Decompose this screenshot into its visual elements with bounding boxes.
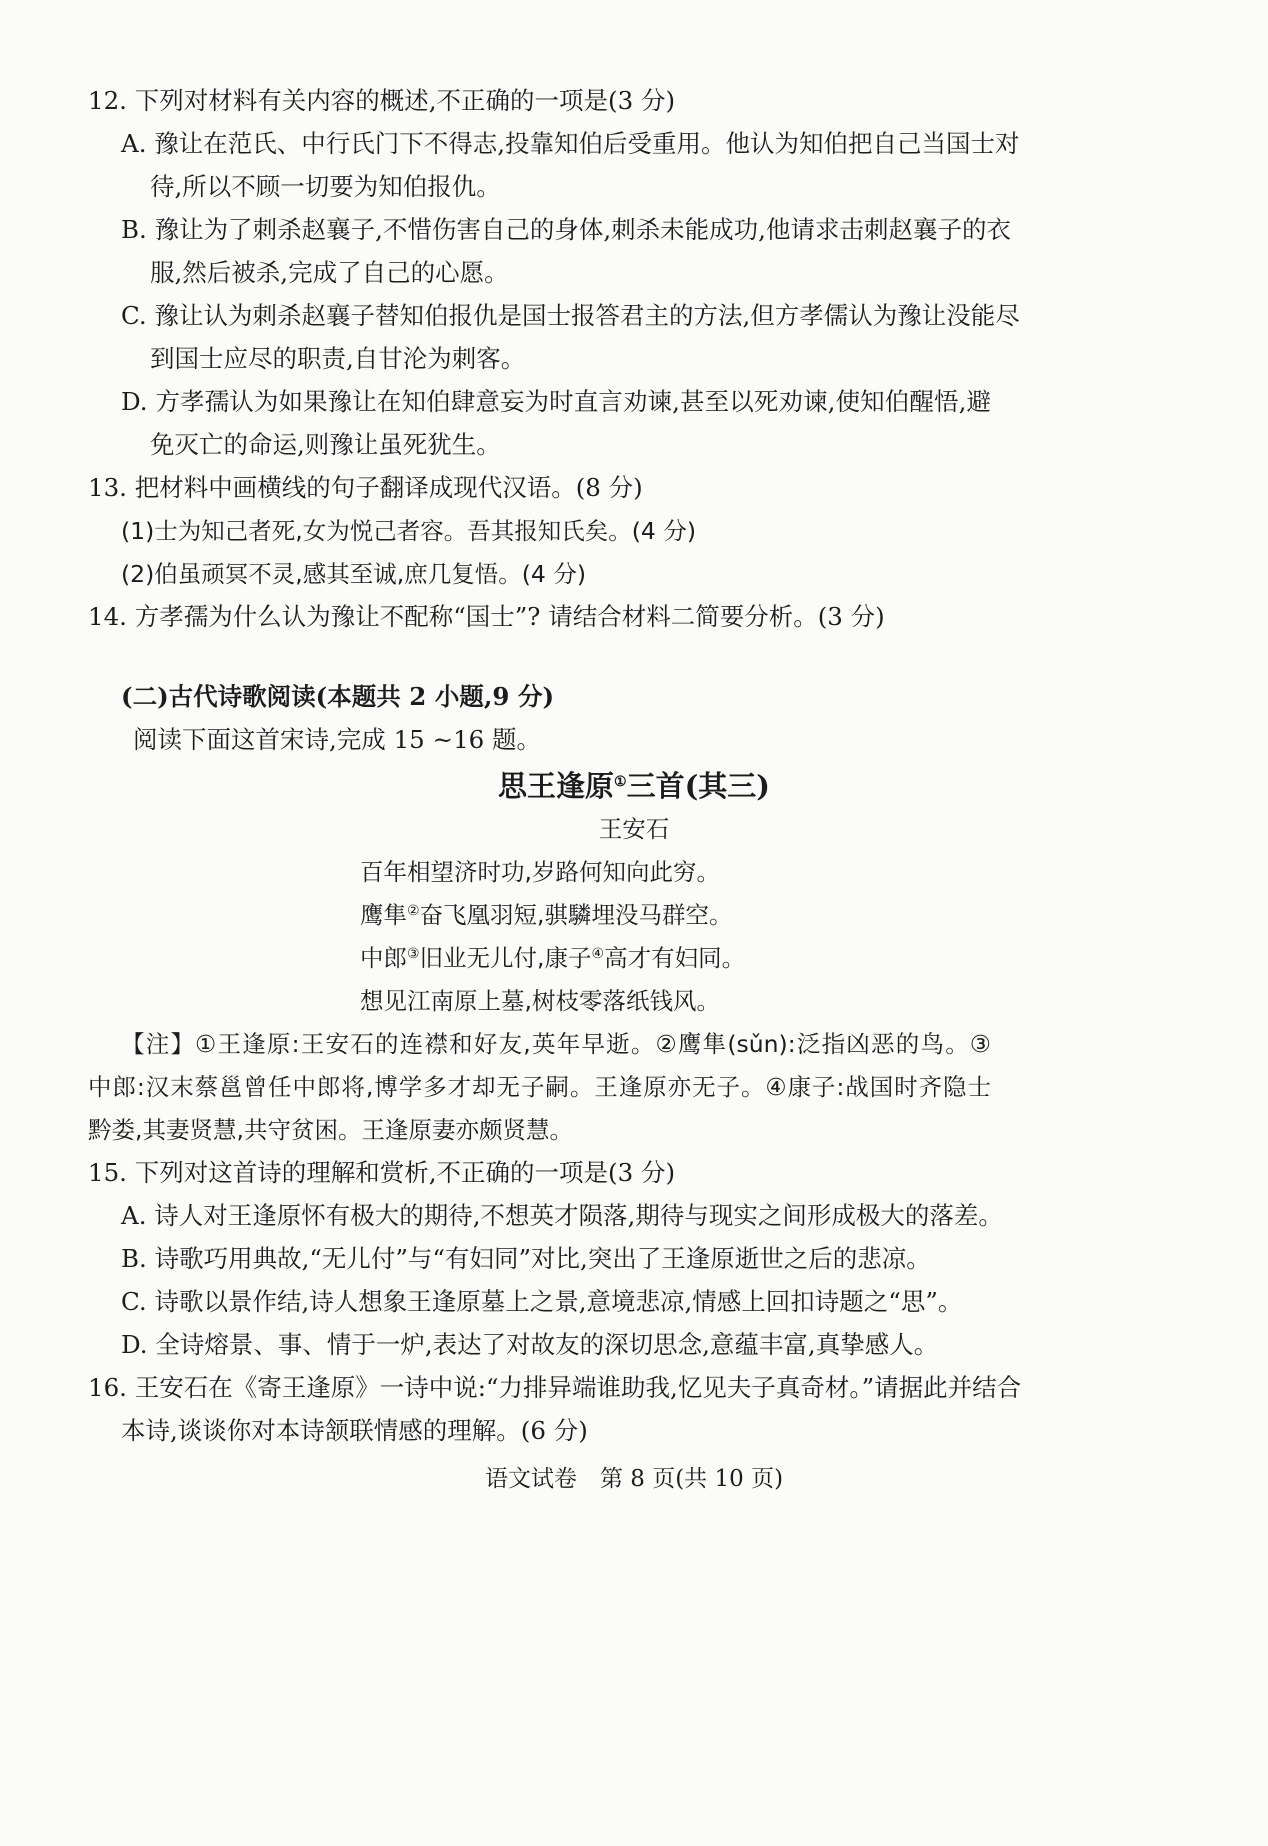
q16-stem-line2: 本诗,谈谈你对本诗颔联情感的理解。(6 分) <box>121 1416 588 1445</box>
q12-option-b-line1: B. 豫让为了刺杀赵襄子,不惜伤害自己的身体,刺杀未能成功,他请求击刺赵襄子的衣 <box>121 215 1011 244</box>
q12-option-d-line1: D. 方孝孺认为如果豫让在知伯肆意妄为时直言劝谏,甚至以死劝谏,使知伯醒悟,避 <box>121 387 991 416</box>
notes-line-2: 中郎:汉末蔡邕曾任中郎将,博学多才却无子嗣。王逢原亦无子。④康子:战国时齐隐士 <box>88 1073 991 1101</box>
poem-title <box>0 766 1268 806</box>
q13-sentence-1: (1)士为知己者死,女为悦己者容。吾其报知氏矣。(4 分) <box>121 517 697 545</box>
q13-stem: 13. 把材料中画横线的句子翻译成现代汉语。(8 分) <box>88 473 643 502</box>
poem-line-2-part-a: 鹰隼 <box>360 901 407 929</box>
q14-stem: 14. 方孝孺为什么认为豫让不配称“国士”? 请结合材料二简要分析。(3 分) <box>88 602 885 631</box>
q15-option-d: D. 全诗熔景、事、情于一炉,表达了对故友的深切思念,意蕴丰富,真挚感人。 <box>121 1330 939 1359</box>
q12-stem: 12. 下列对材料有关内容的概述,不正确的一项是(3 分) <box>88 86 676 115</box>
q12-option-d-line2: 免灭亡的命运,则豫让虽死犹生。 <box>150 430 501 459</box>
poem-line-4: 想见江南原上墓,树枝零落纸钱风。 <box>360 987 720 1015</box>
q12-option-a-line1: A. 豫让在范氏、中行氏门下不得志,投靠知伯后受重用。他认为知伯把自己当国士对 <box>121 129 1020 158</box>
notes-line-3: 黔娄,其妻贤慧,共守贫困。王逢原妻亦颇贤慧。 <box>88 1116 573 1144</box>
poem-author: 王安石 <box>598 815 670 843</box>
section-intro: 阅读下面这首宋诗,完成 15 ~16 题。 <box>133 725 542 754</box>
q12-option-a-line2: 待,所以不顾一切要为知伯报仇。 <box>150 172 501 201</box>
poem-line-2 <box>360 898 733 932</box>
poem-line-3-part-b: 旧业无儿付,康子 <box>419 944 592 972</box>
poem-title-main: 思王逢原 <box>497 769 614 803</box>
q12-option-c-line1: C. 豫让认为刺杀赵襄子替知伯报仇是国士报答君主的方法,但方孝儒认为豫让没能尽 <box>121 301 1020 330</box>
note-marker-4: ④ <box>591 946 605 962</box>
q15-option-b: B. 诗歌巧用典故,“无儿付”与“有妇同”对比,突出了王逢原逝世之后的悲凉。 <box>121 1244 931 1273</box>
poem-line-3-part-c: 高才有妇同。 <box>604 944 746 972</box>
page-footer: 语文试卷 第 8 页(共 10 页) <box>484 1466 784 1492</box>
poem-title-sub: 三首(其三) <box>626 769 771 803</box>
poem-line-3 <box>360 941 745 975</box>
poem-line-2-part-b: 奋飞凰羽短,骐驎埋没马群空。 <box>419 901 733 929</box>
q13-sentence-2: (2)伯虽顽冥不灵,感其至诚,庶几复悟。(4 分) <box>121 560 586 588</box>
note-marker-2: ② <box>407 903 420 919</box>
notes-line-1: 【注】①王逢原:王安石的连襟和好友,英年早逝。②鹰隼(sǔn):泛指凶恶的鸟。③ <box>121 1030 991 1058</box>
note-marker-1: ① <box>614 774 627 790</box>
q12-option-c-line2: 到国士应尽的职责,自甘沦为刺客。 <box>150 344 526 373</box>
q15-stem: 15. 下列对这首诗的理解和赏析,不正确的一项是(3 分) <box>88 1158 676 1187</box>
note-marker-3: ③ <box>407 946 420 962</box>
q16-stem-line1: 16. 王安石在《寄王逢原》一诗中说:“力排异端谁助我,忆见夫子真奇材。”请据此并结合 <box>88 1373 1022 1402</box>
q15-option-a: A. 诗人对王逢原怀有极大的期待,不想英才陨落,期待与现实之间形成极大的落差。 <box>121 1201 1003 1230</box>
q15-option-c: C. 诗歌以景作结,诗人想象王逢原墓上之景,意境悲凉,情感上回扣诗题之“思”。 <box>121 1287 963 1316</box>
section-heading: (二)古代诗歌阅读(本题共 2 小题,9 分) <box>121 682 555 711</box>
poem-line-3-part-a: 中郎 <box>360 944 407 972</box>
q12-option-b-line2: 服,然后被杀,完成了自己的心愿。 <box>150 258 509 287</box>
poem-line-1: 百年相望济时功,岁路何知向此穷。 <box>360 858 720 886</box>
